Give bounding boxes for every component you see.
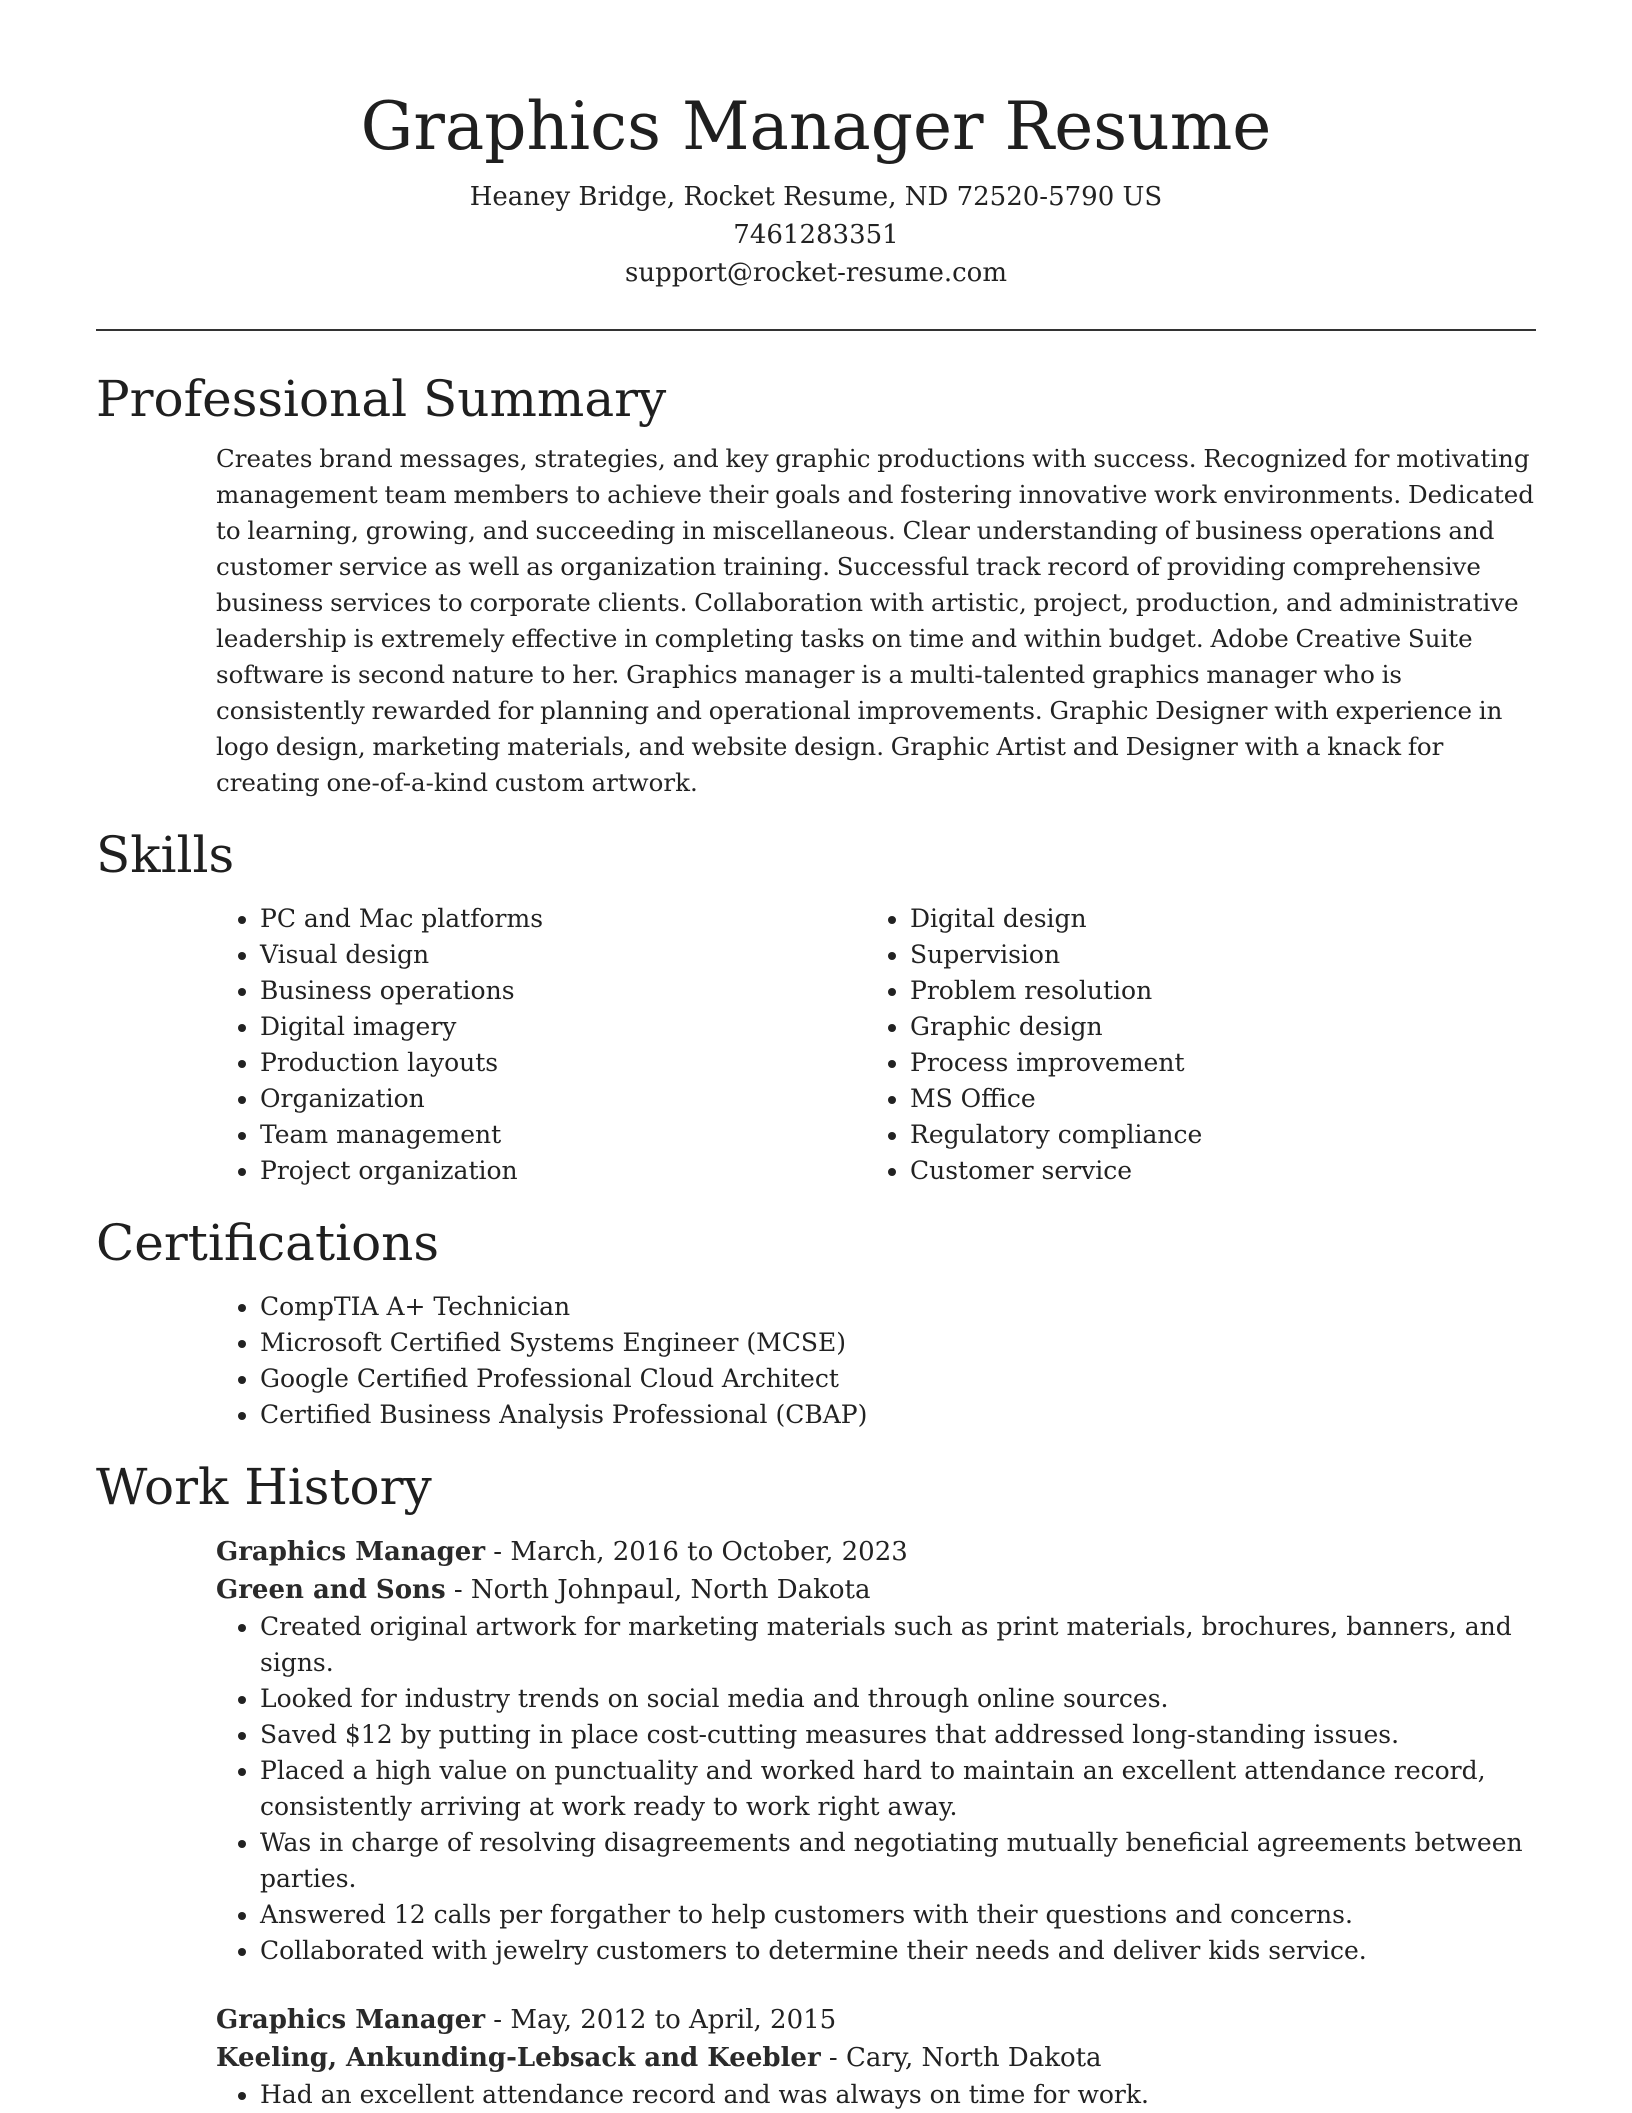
job-duty-item: • Collaborated with jewelry customers to determine their needs and deliver kids service. [260, 1933, 1536, 1969]
certification-item: • Certified Business Analysis Professional (CBAP) [260, 1397, 1536, 1433]
job-location: - Cary, North Dakota [820, 2043, 1102, 2073]
skill-item: • Business operations [260, 973, 866, 1009]
job-company-line [216, 1571, 1536, 1609]
header-divider [96, 329, 1536, 331]
job-duties [216, 1609, 1536, 1969]
skill-item: • Process improvement [910, 1045, 1516, 1081]
job-dates: - March, 2016 to October, 2023 [485, 1537, 908, 1567]
job-title-line [216, 2001, 1536, 2039]
skills-column-left [216, 901, 866, 1189]
job-duty-item: • Was in charge of resolving disagreements and negotiating mutually beneficial agreements between parties. [260, 1825, 1536, 1897]
summary-heading: Professional Summary [96, 370, 667, 428]
skill-item: • Supervision [910, 937, 1516, 973]
job-location: - North Johnpaul, North Dakota [445, 1575, 871, 1605]
resume-header [96, 0, 1536, 292]
job-role: Graphics Manager [216, 2005, 486, 2035]
skill-item: • Graphic design [910, 1009, 1516, 1045]
work-history-heading: Work History [96, 1458, 432, 1516]
skill-item: • Problem resolution [910, 973, 1516, 1009]
resume-page [96, 0, 1536, 2113]
skill-item: • Production layouts [260, 1045, 866, 1081]
job-duty-item: • Had an excellent attendance record and was always on time for work. [260, 2077, 1536, 2113]
job-company-line [216, 2039, 1536, 2077]
skill-item: • Regulatory compliance [910, 1117, 1516, 1153]
job-duty-item: • Placed a high value on punctuality and worked hard to maintain an excellent attendance record, consistently arriving at work ready to work right away. [260, 1753, 1536, 1825]
job-duty-item: • Saved $12 by putting in place cost-cutting measures that addressed long-standing issues. [260, 1717, 1536, 1753]
address: Heaney Bridge, Rocket Resume, ND 72520-5790 US [469, 182, 1163, 212]
certification-item: • Microsoft Certified Systems Engineer (MCSE) [260, 1325, 1536, 1361]
skill-item: • Customer service [910, 1153, 1516, 1189]
resume-title: Graphics Manager Resume [360, 88, 1272, 165]
job-dates: - May, 2012 to April, 2015 [485, 2005, 837, 2035]
job-duty-item: • Created original artwork for marketing materials such as print materials, brochures, banners, and signs. [260, 1609, 1536, 1681]
skill-item: • MS Office [910, 1081, 1516, 1117]
email-address: support@rocket-resume.com [624, 258, 1007, 288]
certification-item: • Google Certified Professional Cloud Architect [260, 1361, 1536, 1397]
skill-item: • Project organization [260, 1153, 866, 1189]
job-entry [216, 2001, 1536, 2113]
job-role: Graphics Manager [216, 1537, 486, 1567]
skill-item: • Digital design [910, 901, 1516, 937]
job-company: Keeling, Ankunding-Lebsack and Keebler [216, 2043, 821, 2073]
skill-item: • Visual design [260, 937, 866, 973]
job-entry [216, 1533, 1536, 1969]
certification-item: • CompTIA A+ Technician [260, 1289, 1536, 1325]
skills-list [216, 901, 1536, 1189]
certifications-heading: Certifications [96, 1214, 440, 1272]
skills-heading: Skills [96, 826, 235, 884]
skill-item: • Team management [260, 1117, 866, 1153]
job-duty-item: • Answered 12 calls per forgather to help customers with their questions and concerns. [260, 1897, 1536, 1933]
skill-item: • PC and Mac platforms [260, 901, 866, 937]
job-duty-item: • Looked for industry trends on social media and through online sources. [260, 1681, 1536, 1717]
job-company: Green and Sons [216, 1575, 446, 1605]
skill-item: • Organization [260, 1081, 866, 1117]
summary-text: Creates brand messages, strategies, and key graphic productions with success. Recognized for motivating management team members to achieve their goals and fostering innovative work environments. Dedicated to learning, growing, and succeeding in miscellaneous. Clear understanding of business operations and customer service as well as organization training. Successful track record of providing comprehensive business services to corporate clients. Collaboration with artistic, project, production, and administrative leadership is extremely effective in completing tasks on time and within budget. Adobe Creative Suite software is second nature to her. Graphics manager is a multi-talented graphics manager who is consistently rewarded for planning and operational improvements. Graphic Designer with experience in logo design, marketing materials, and website design. Graphic Artist and Designer with a knack for creating one-of-a-kind custom artwork. [216, 444, 1534, 797]
job-title-line [216, 1533, 1536, 1571]
skills-column-right [866, 901, 1516, 1189]
job-duties [216, 2077, 1536, 2113]
certifications-list [216, 1289, 1536, 1433]
skill-item: • Digital imagery [260, 1009, 866, 1045]
phone-number: 7461283351 [733, 220, 899, 250]
